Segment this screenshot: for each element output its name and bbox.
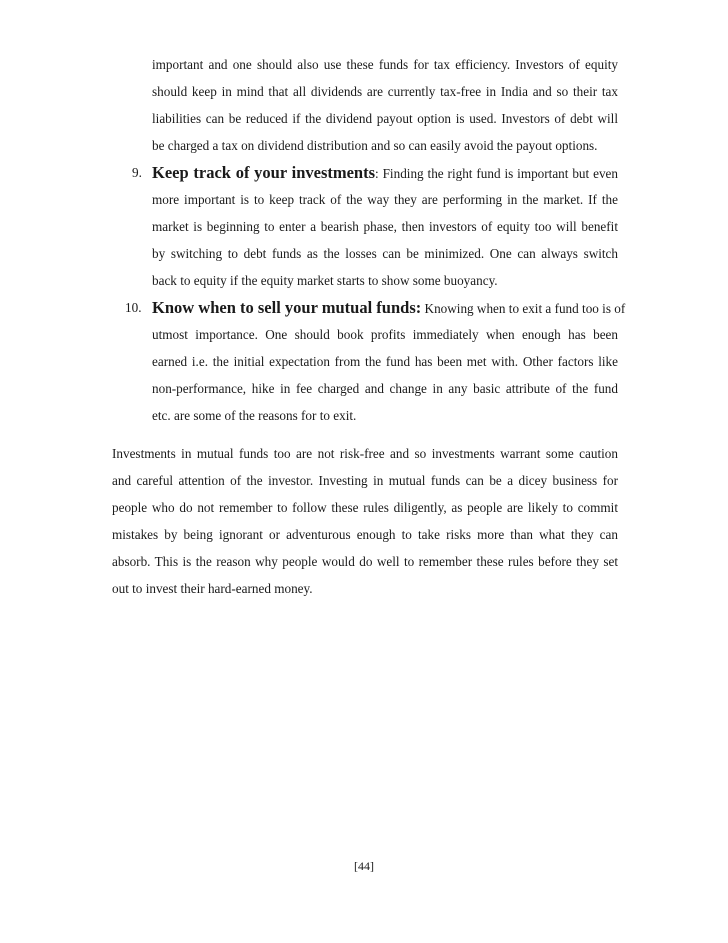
text-line: Investments in mutual funds too are not risk-free and so investments warrant some caution (112, 446, 618, 461)
text-line: be charged a tax on dividend distribution and so can easily avoid the payout options. (152, 138, 598, 153)
item-first-line-text: Knowing when to exit a fund too is of (421, 301, 626, 316)
text-line: important and one should also use these funds for tax efficiency. Investors of equity (152, 57, 618, 72)
text-line: utmost importance. One should book profits immediately when enough has been (152, 327, 618, 342)
item-first-line-text: : Finding the right fund is important but even (375, 166, 618, 181)
text-line: should keep in mind that all dividends are currently tax-free in India and so their tax (152, 84, 618, 99)
text-line: by switching to debt funds as the losses can be minimized. One can always switch (152, 246, 618, 261)
list-number: 9. (132, 165, 142, 180)
text-line: mistakes by being ignorant or adventurous enough to take risks more than what they can (112, 527, 618, 542)
text-line: market is beginning to enter a bearish phase, then investors of equity too will benefit (152, 219, 618, 234)
item-first-line (152, 162, 618, 185)
page-number: [44] (354, 859, 374, 873)
text-line: and careful attention of the investor. Investing in mutual funds can be a dicey business for (112, 473, 618, 488)
text-line: non-performance, hike in fee charged and change in any basic attribute of the fund (152, 381, 618, 396)
item-heading: Know when to sell your mutual funds: (152, 298, 422, 317)
item-heading: Keep track of your investments (152, 163, 376, 182)
text-line: liabilities can be reduced if the dividend payout option is used. Investors of debt will (152, 111, 618, 126)
text-line: absorb. This is the reason why people would do well to remember these rules before they set (112, 554, 618, 569)
text-line: more important is to keep track of the way they are performing in the market. If the (152, 192, 618, 207)
text-line: etc. are some of the reasons for to exit. (152, 408, 357, 423)
item-first-line (152, 297, 626, 320)
text-line: out to invest their hard-earned money. (112, 581, 313, 596)
text-line: people who do not remember to follow these rules diligently, as people are likely to commit (112, 500, 618, 515)
text-line: back to equity if the equity market starts to show some buoyancy. (152, 273, 498, 288)
text-line: earned i.e. the initial expectation from the fund has been met with. Other factors like (152, 354, 618, 369)
list-number: 10. (125, 300, 142, 315)
